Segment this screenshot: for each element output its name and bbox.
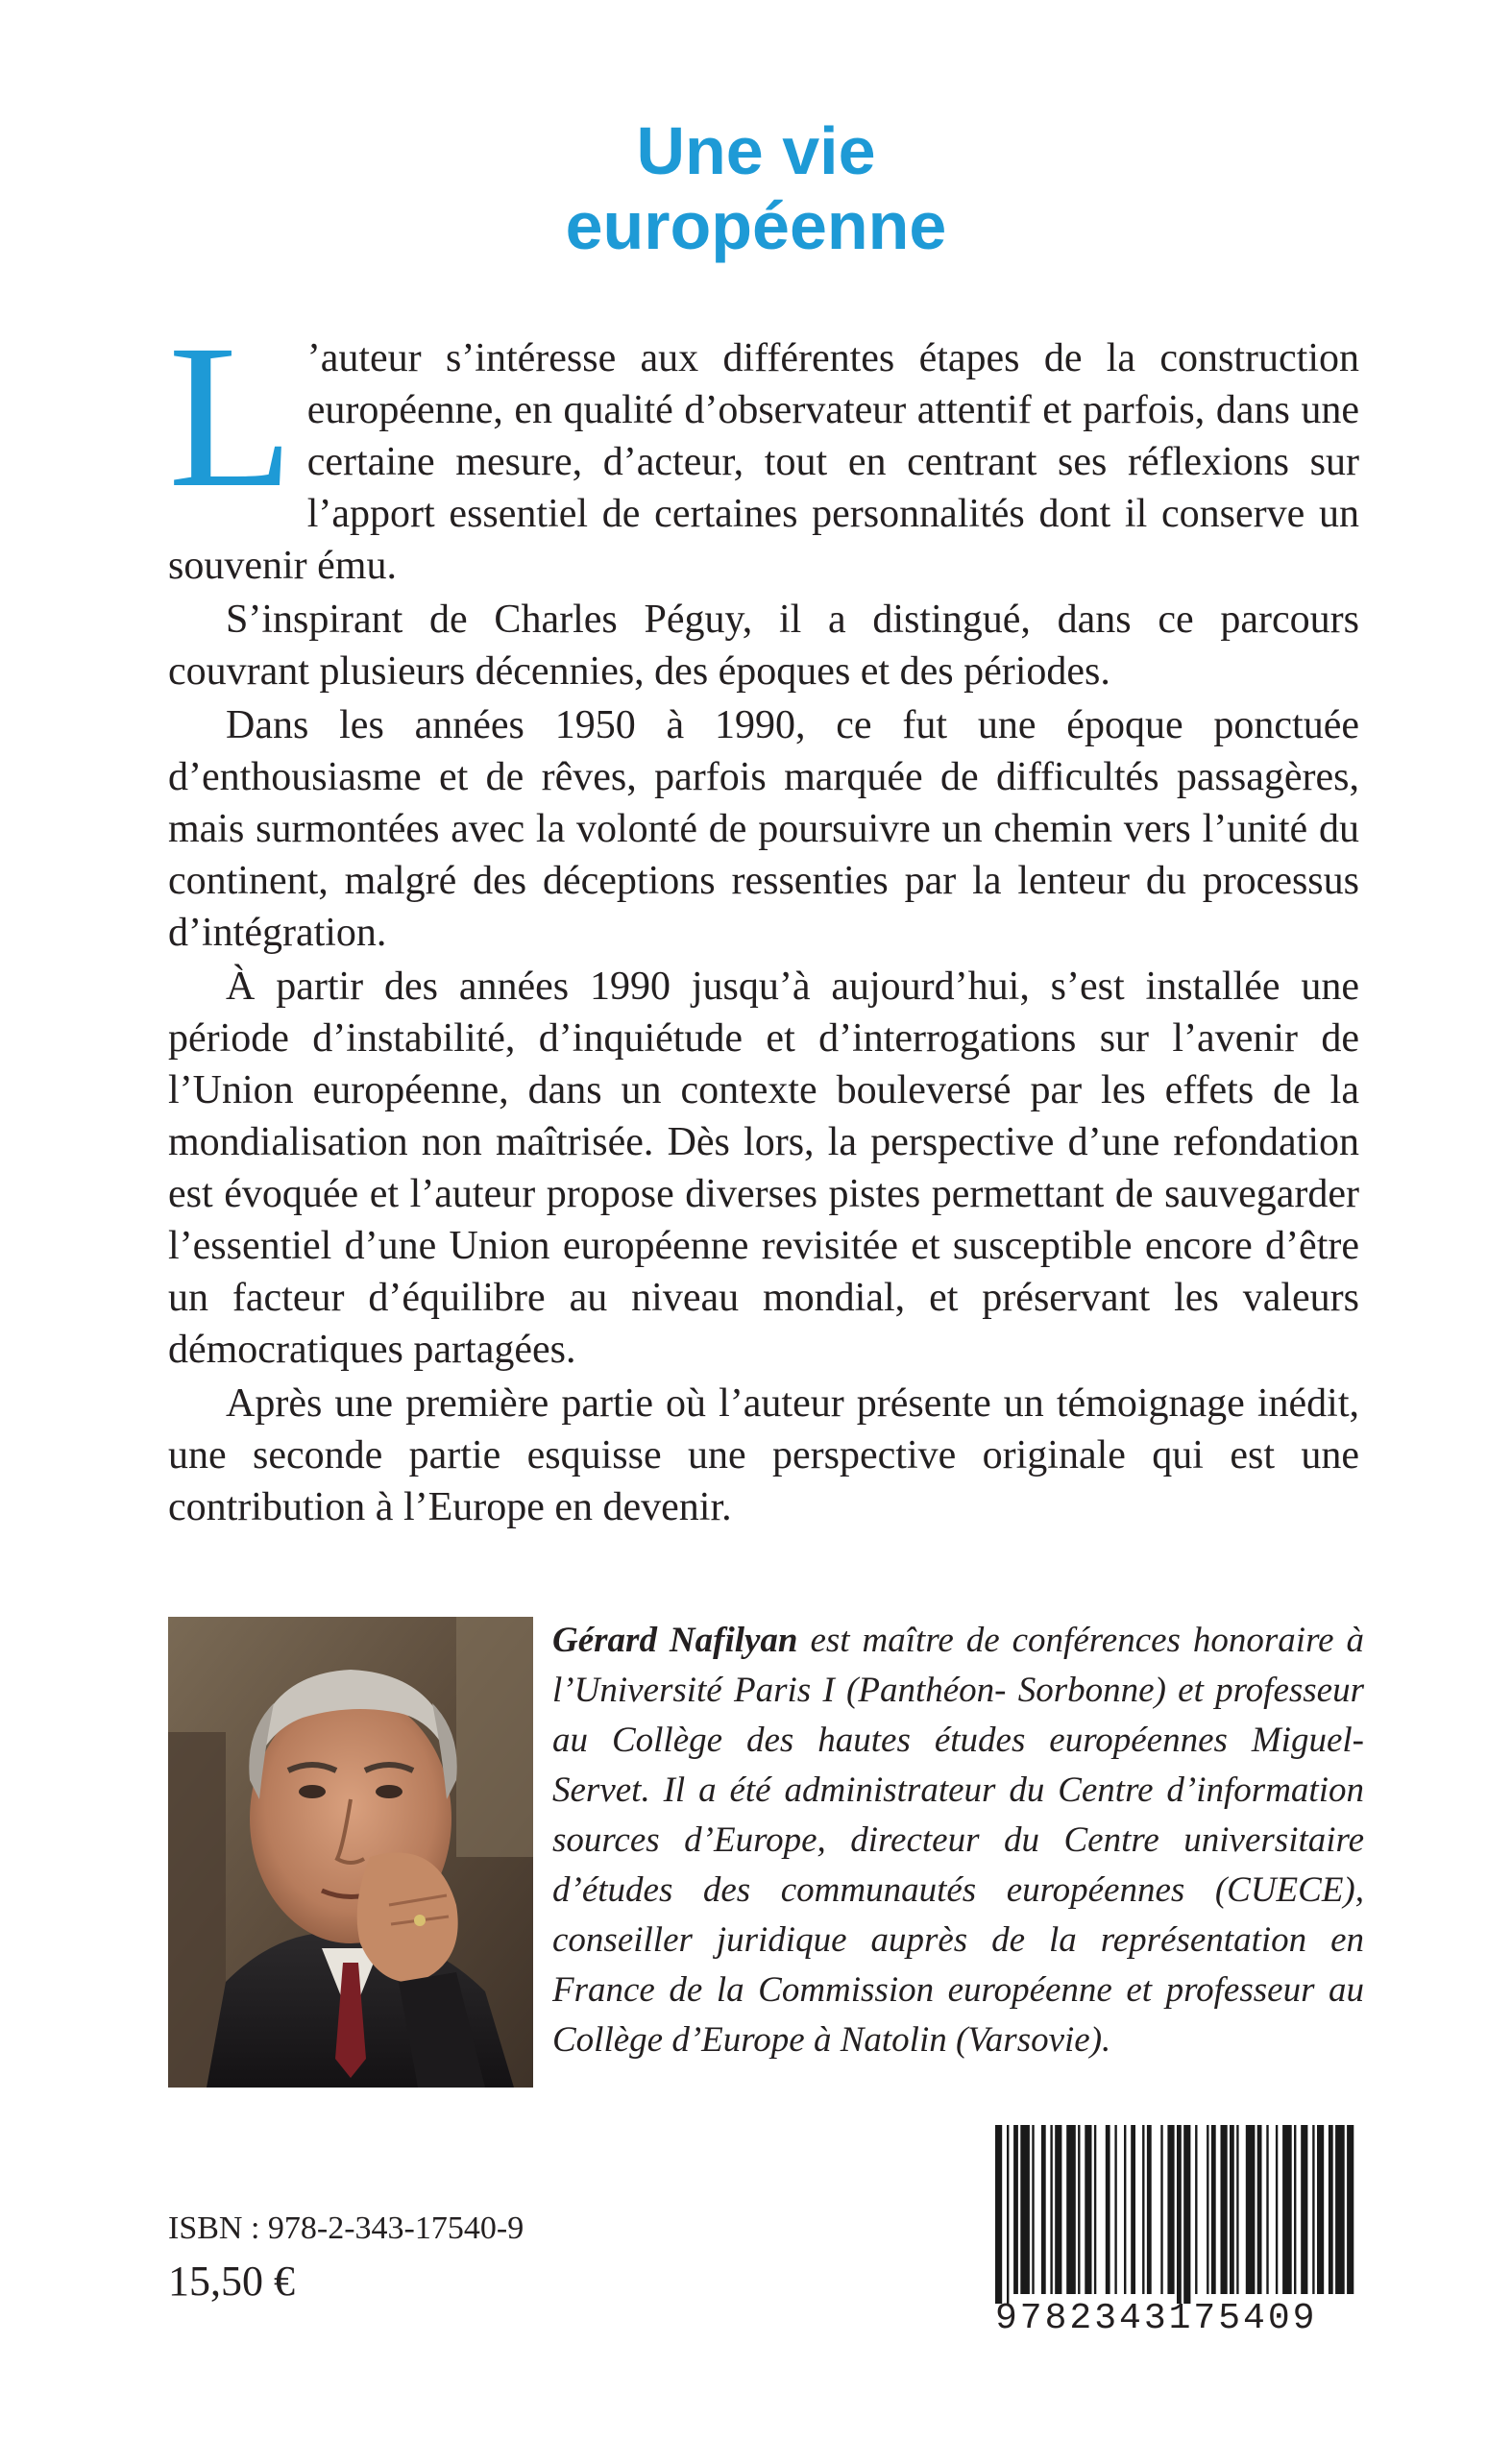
barcode-bar (1167, 2125, 1174, 2294)
barcode-bar (1335, 2125, 1345, 2294)
summary-paragraph-1 (168, 303, 1359, 592)
barcode-digits: 9782343175409 (995, 2298, 1318, 2339)
barcode-bar (1094, 2125, 1096, 2294)
barcode-bar (1013, 2125, 1018, 2294)
barcode-bar (1147, 2125, 1152, 2294)
barcode-bar (1131, 2125, 1135, 2294)
barcode-bar (1114, 2125, 1116, 2294)
book-title-line-2: européenne (565, 188, 947, 263)
barcode-bar (1066, 2125, 1076, 2294)
author-photo (168, 1617, 533, 2088)
barcode-bar (1207, 2125, 1208, 2294)
author-bio (552, 1616, 1364, 2065)
barcode-bar (1106, 2125, 1110, 2294)
barcode-bar (995, 2125, 1002, 2304)
book-title (0, 113, 1512, 263)
book-title-line-1: Une vie (636, 113, 876, 188)
book-summary (168, 303, 1359, 1535)
barcode-bar (1020, 2125, 1030, 2294)
barcode-bar (1142, 2125, 1144, 2294)
barcode-bar (1041, 2125, 1046, 2294)
barcode-bar (1007, 2125, 1009, 2304)
barcode-bar (1236, 2125, 1238, 2294)
summary-paragraph-3: Dans les années 1950 à 1990, ce fut une époque ponctuée d’enthousiasme et de rêves, parfois marquée de difficultés passagères, mais surmontées avec la volonté de poursuivre un chemin vers l’unité du continent, malgré des déceptions ressenties par la lenteur du processus d’intégration. (168, 703, 1359, 955)
barcode-bar (1078, 2125, 1080, 2294)
barcode-bar (1317, 2125, 1324, 2294)
author-name: Gérard Nafilyan (552, 1621, 798, 1660)
barcode (991, 2121, 1354, 2342)
barcode-bar (1160, 2125, 1162, 2294)
barcode-bar (1312, 2125, 1314, 2294)
barcode-bar (1266, 2125, 1268, 2294)
barcode-bar (1055, 2125, 1061, 2294)
summary-paragraph-2: S’inspirant de Charles Péguy, il a distingué, dans ce parcours couvrant plusieurs décennies, des époques et des périodes. (168, 598, 1359, 694)
barcode-bar (1246, 2125, 1256, 2294)
barcode-bar (1230, 2125, 1234, 2294)
barcode-bar (1124, 2125, 1126, 2294)
barcode-bar (1085, 2125, 1091, 2294)
barcode-bar (1294, 2125, 1296, 2294)
summary-paragraph-5: Après une première partie où l’auteur présente un témoignage inédit, une seconde partie esquisse une perspective originale qui est une contribution à l’Europe en devenir. (168, 1381, 1359, 1529)
barcode-bar (1211, 2125, 1216, 2294)
barcode-bar (1177, 2125, 1182, 2304)
price-label: 15,50 € (168, 2258, 295, 2305)
barcode-bar (1257, 2125, 1262, 2294)
barcode-bar (1347, 2125, 1353, 2294)
author-bio-text: est maître de conférences honoraire à l’Université Paris I (Panthéon- Sorbonne) et professeur au Collège des hautes études européennes Miguel-Servet. Il a été administrateur du Centre d’information sources d’Europe, directeur du Centre universitaire d’études des communautés européennes (CUECE), conseiller juridique auprès de la représentation en France de la Commission européenne et professeur au Collège d’Europe à Natolin (Varsovie). (552, 1621, 1364, 2060)
barcode-bar (1282, 2125, 1292, 2294)
isbn-label: ISBN : 978-2-343-17540-9 (168, 2210, 524, 2246)
summary-paragraph-1-text: ’auteur s’intéresse aux différentes étapes de la construction européenne, en qualité d’observateur attentif et parfois, dans une certaine mesure, d’acteur, tout en centrant ses réflexions sur l’apport essentiel de certaines personnalités dont il conserve un souvenir ému. (168, 336, 1359, 588)
barcode-bar (1032, 2125, 1034, 2294)
summary-paragraph-4: À partir des années 1990 jusqu’à aujourd’hui, s’est installée une période d’instabilité, d’inquiétude et d’interrogations sur l’avenir de l’Union européenne, dans un contexte bouleversé par les effets de la mondialisation non maîtrisée. Dès lors, la perspective d’une refondation est évoquée et l’auteur propose diverses pistes permettant de sauvegarder l’essentiel d’une Union européenne revisitée et susceptible encore d’être un facteur d’équilibre au niveau mondial, et préservant les valeurs démocratiques partagées. (168, 965, 1359, 1372)
barcode-bar (1195, 2125, 1197, 2294)
barcode-bars (991, 2121, 1354, 2304)
barcode-bar (1276, 2125, 1278, 2294)
drop-cap-letter: L (168, 303, 294, 530)
barcode-bar (1221, 2125, 1228, 2294)
barcode-bar (1183, 2125, 1190, 2304)
barcode-bar (1301, 2125, 1307, 2294)
barcode-bar (1050, 2125, 1052, 2294)
barcode-bar (1329, 2125, 1333, 2294)
